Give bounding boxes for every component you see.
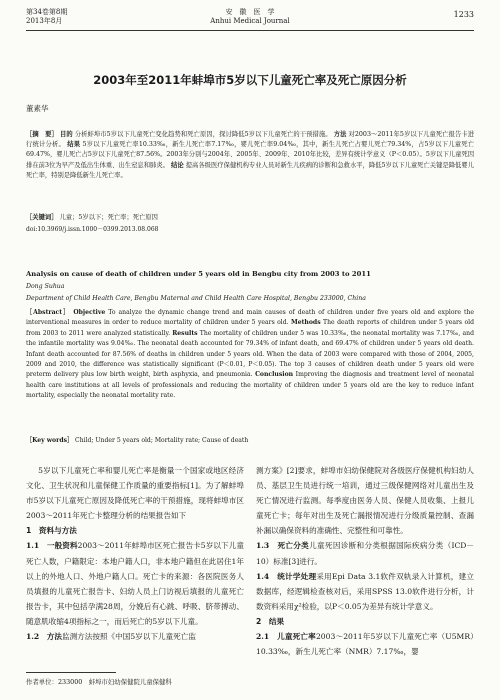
result-text: 5岁以下儿童死亡率10.33‰，新生儿死亡率7.17‰，婴儿死亡率9.04‰，其中，新生儿死亡占婴儿死亡79.34%，占5岁以下儿童死亡69.47%，婴儿死亡占5岁以下儿童死亡87.56%。2003年分别与2004年、2005年、2009年、2010年比较，差异有统计学意义（P＜0.05）。5岁以下儿童死因排在前3位为早产及低出生体重、出生窒息和肺炎。 — [26, 141, 475, 169]
english-author: Dong Suhua — [26, 283, 65, 290]
abstract-cn — [26, 130, 474, 181]
section-1-2-label: 1.2 方法 — [26, 632, 62, 642]
section-2-heading: 2 结果 — [256, 616, 285, 626]
english-department: Department of Child Health Care, Bengbu Maternal and Child Health Care Hospital, Bengbu 233000, China — [26, 295, 366, 302]
section-2-1-text: 2003～2011年5岁以下儿童死亡率（U5MR）10.33‰，新生儿死亡率（NMR）7.17‰，婴 — [256, 632, 474, 657]
section-1-heading: 1 资料与方法 — [26, 526, 77, 536]
en-keywords-label: ［Key words］ — [26, 437, 74, 444]
section-1-4 — [256, 569, 474, 614]
section-1-3-text: 儿童死因诊断和分类根据国际疾病分类（ICD－10）标准[3]进行。 — [256, 541, 474, 566]
section-1-2-text: 监测方法按照《中国5岁以下儿童死亡监 — [62, 632, 196, 642]
method-text: 对2003～2011年5岁以下儿童死亡报告卡进行统计分析。 — [26, 131, 475, 149]
journal-en: Anhui Medical Journal — [210, 17, 290, 25]
objective-label: 目的 — [59, 131, 73, 138]
section-1-4-text: 采用Epi Data 3.1软件双轨录入计算机，建立数据库，经逻辑检查核对后，采用SPSS 13.0软件进行分析，计数资料采用χ²检验，以P＜0.05为差异有统计学意义。 — [256, 571, 474, 611]
body-left-column — [26, 463, 244, 644]
intro-paragraph: 5岁以下儿童死亡率和婴儿死亡率是衡量一个国家或地区经济文化、卫生状况和儿童保健工作质量的重要指标[1]。为了解蚌埠市5岁以下儿童死亡原因及降低死亡率的干预措施，现将蚌埠市区2003～2011年死亡卡整理分析的结果报告如下 — [26, 466, 244, 521]
article-author: 董素华 — [26, 104, 49, 113]
page-number: 1233 — [453, 10, 474, 19]
section-2-1-label: 2.1 儿童死亡率 — [256, 632, 316, 642]
result-label: 结果 — [67, 141, 81, 149]
keywords-cn — [26, 213, 474, 223]
en-result-label: Results — [172, 329, 198, 337]
section-1-3-label: 1.3 死亡分类 — [256, 541, 310, 551]
header-journal — [0, 8, 500, 26]
vol-issue-text: 第34卷第8期 — [26, 8, 68, 16]
en-objective-label: Objective — [73, 309, 106, 316]
en-keywords-text: Child; Under 5 years old; Mortality rate; Cause of death — [75, 437, 249, 444]
body-right-column — [256, 463, 474, 659]
section-1-4-label: 1.4 统计学处理 — [256, 571, 317, 581]
section-2-1 — [256, 629, 474, 659]
footnote-divider — [26, 672, 116, 673]
conclusion-text: 提高各级医疗保健机构专业人员对新生儿疾病的诊断和急救水平，降低5岁以下儿童死亡关键是降低婴儿死亡率，特别是降低新生儿死亡率。 — [26, 161, 474, 179]
conclusion-label: 结论 — [171, 161, 184, 169]
abstract-en — [26, 308, 474, 402]
keywords-en — [26, 435, 474, 444]
doi: doi:10.3969/j.issn.1000－0399.2013.08.068 — [26, 226, 159, 233]
section-1-1-text: 2003～2011年蚌埠市区死亡报告卡5岁以下儿童死亡人数，户籍限定：本地户籍人口，非本地户籍但在此居住1年以上的外地人口、外地户籍人口。死亡卡的来源：各医院医务人员填报的儿童死亡报告卡、妇幼人员上门访视后填报的儿童死亡报告卡，其中包括孕满28周，分娩后有心跳、呼吸、脐带搏动、随意肌收缩4项指标之一，而后死亡的5岁以下儿童。 — [26, 541, 244, 626]
english-title: Analysis on cause of death of children under 5 years old in Bengbu city from 2003 to 2011 — [26, 270, 371, 278]
header-divider — [26, 30, 474, 31]
footnote-affiliation: 作者单位：233000 蚌埠市妇幼保健院儿童保健科 — [26, 678, 172, 686]
en-abstract-label: ［Abstract］ — [26, 309, 71, 316]
method-continuation: 测方案》[2]要求，蚌埠市妇幼保健院对各级医疗保健机构妇幼人员、基层卫生员进行统一培训，通过三级保健网络对儿童出生及死亡情况进行监测。每季度由医务人员、保健人员收集、上报儿童死亡卡；每年对出生及死亡漏报情况进行分级质量控制、查漏补漏以确保资料的准确性、完整性和可靠性。 — [256, 466, 474, 536]
keywords-text: 儿童；5岁以下；死亡率；死亡原因 — [59, 214, 158, 221]
article-title: 2003年至2011年蚌埠市5岁以下儿童死亡率及死亡原因分析 — [93, 73, 407, 87]
en-objective-text: To analyze the dynamic change trend and main causes of death of children under five years old and explore the interventional measures in order to reduce mortality of children under 5 years old. — [26, 309, 475, 327]
en-method-text: The death reports of children under 5 years old from 2003 to 2011 were analyzed statistically. — [26, 319, 474, 337]
en-conclusion-label: Conclusion — [255, 371, 294, 379]
section-1-1 — [26, 538, 244, 629]
abstract-label: ［摘 要］ — [26, 131, 58, 138]
date-text: 2013年8月 — [26, 17, 63, 25]
section-1-2 — [26, 629, 244, 644]
objective-text: 分析蚌埠市5岁以下儿童死亡变化趋势和死亡原因，探讨降低5岁以下儿童死亡的干预措施。 — [74, 131, 332, 138]
en-method-label: Methods — [291, 319, 321, 327]
en-conclusion-text: Improving the diagnosis and treatment level of neonatal health care institutions at all levels of professionals and reducing the mortality of children under 5 years old are the key to reduce infant mortality, especially the neonatal mortality rate. — [26, 371, 475, 400]
keywords-label: ［关键词］ — [26, 214, 58, 221]
method-label: 方法 — [333, 131, 347, 138]
section-1-1-label: 1.1 一般资料 — [26, 541, 78, 551]
en-result-text: The mortality of children under 5 was 10.33‰, the neonatal mortality was 7.17‰, and the infantile mortality was 9.04‰. The neonatal death accounted for 79.34% of infant death, and 69.47% of children under 5 years old death. Infant death accounted for 87.56% of deaths in children under 5 years old. When the data of 2003 were compared with those of 2004, 2005, 2009 and 2010, the difference was statistically significant (P＜0.01, P＜0.05). The top 3 causes of children death under 5 years old were preterm delivery plus low birth weight, birth asphyxia, and pneumonia. — [26, 329, 474, 379]
section-1-3 — [256, 538, 474, 568]
journal-cn: 安 徽 医 学 — [225, 8, 275, 16]
